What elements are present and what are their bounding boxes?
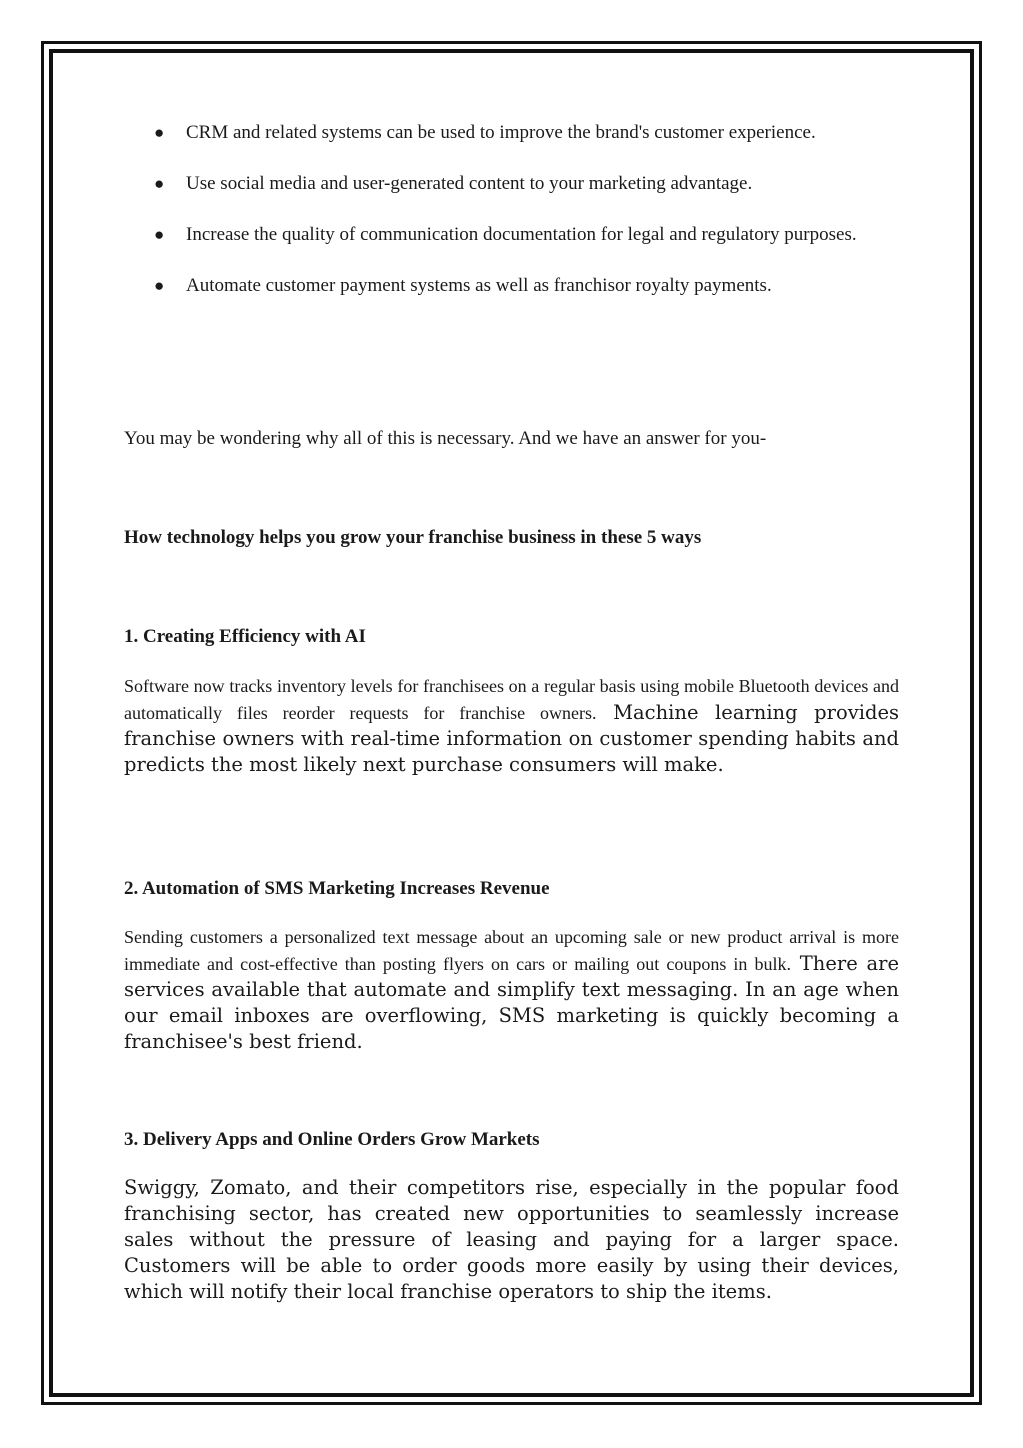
list-item: ● Automate customer payment systems as well as franchisor royalty payments. — [124, 273, 899, 299]
section-heading-1: 1. Creating Efficiency with AI — [124, 626, 366, 647]
document-body — [124, 120, 900, 1303]
bullet-icon: ● — [154, 174, 165, 193]
bullet-icon: ● — [154, 225, 165, 244]
section-paragraph-1: Software now tracks inventory levels for franchisees on a regular basis using mobile Bluetooth devices and automatically files reorder requests for franchise owners. Machine learning provides franchise owners with real-time information on customer spending habits and predicts the most likely next purchase consumers will make. — [124, 676, 899, 776]
list-item: ● Increase the quality of communication documentation for legal and regulatory purposes. — [124, 222, 899, 248]
intro-paragraph: You may be wondering why all of this is necessary. And we have an answer for you- — [124, 428, 767, 449]
section-paragraph-3: Swiggy, Zomato, and their competitors rise, especially in the popular food franchising sector, has created new opportunities to seamlessly increase sales without the pressure of leasing and paying for a larger space. Customers will be able to order goods more easily by using their devices, which will notify their local franchise operators to ship the items. — [124, 1176, 899, 1303]
bullet-icon: ● — [154, 276, 165, 295]
bullet-icon: ● — [154, 123, 165, 142]
list-item: ● CRM and related systems can be used to improve the brand's customer experience. — [124, 120, 899, 146]
section-heading-3: 3. Delivery Apps and Online Orders Grow Markets — [124, 1129, 540, 1150]
section-heading-2: 2. Automation of SMS Marketing Increases Revenue — [124, 878, 550, 899]
section-paragraph-2: Sending customers a personalized text message about an upcoming sale or new product arrival is more immediate and cost-effective than posting flyers on cars or mailing out coupons in bulk. There are services available that automate and simplify text messaging. In an age when our email inboxes are overflowing, SMS marketing is quickly becoming a franchisee's best friend. — [124, 927, 900, 1053]
bullet-list — [124, 120, 899, 299]
main-heading: How technology helps you grow your franchise business in these 5 ways — [124, 527, 702, 548]
list-item: ● Use social media and user-generated content to your marketing advantage. — [124, 171, 899, 197]
